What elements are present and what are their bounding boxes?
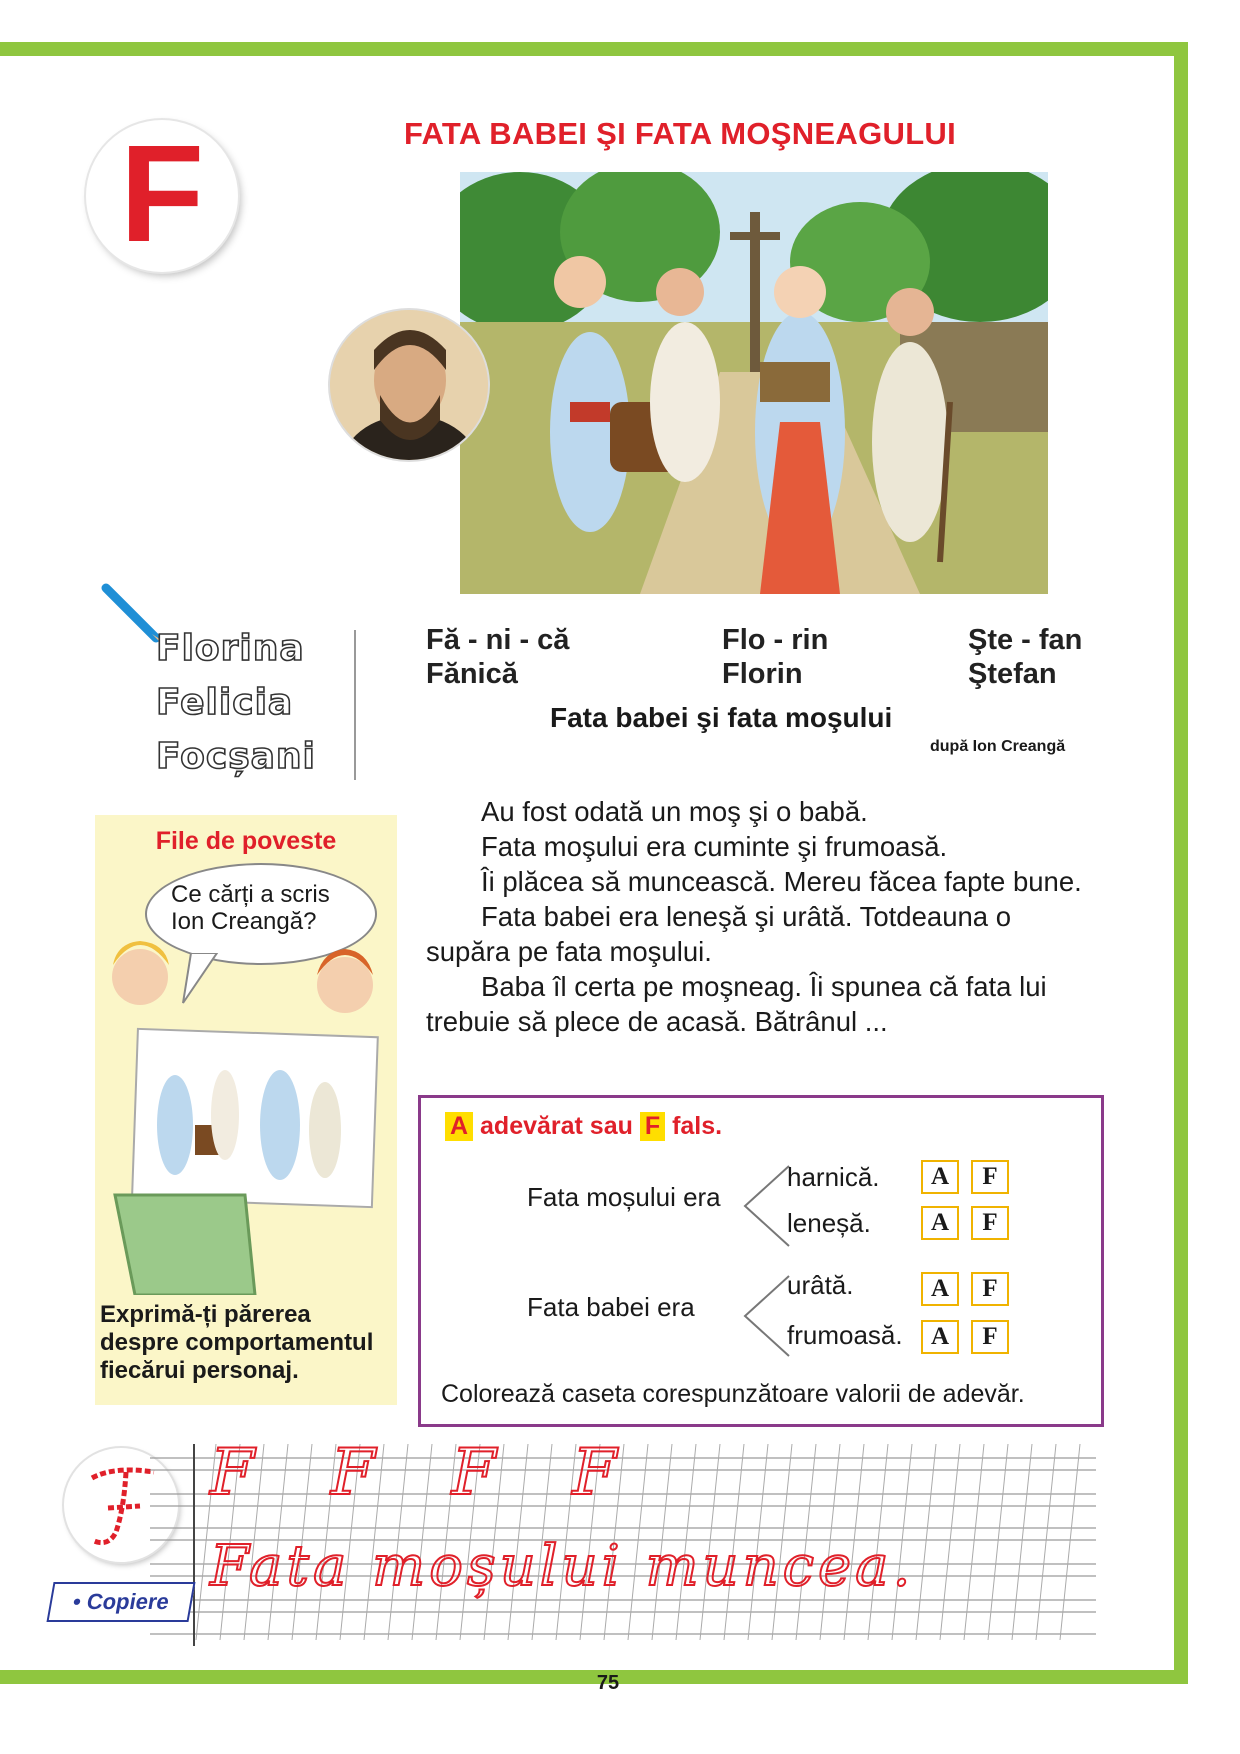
syllable-word-2: Florin <box>722 658 803 690</box>
syllable-word-3: Ştefan <box>968 658 1057 690</box>
note-line-3: fiecărui personaj. <box>100 1357 299 1384</box>
divider <box>354 630 356 780</box>
page-frame-top <box>0 42 1188 56</box>
question-1-option-2: leneșă. <box>787 1208 871 1238</box>
story-paragraph: Îi plăcea să muncească. Mereu făcea fapte bune. <box>481 866 1082 897</box>
question-1-bracket <box>741 1164 791 1248</box>
quiz-footer: Colorează caseta corespunzătoare valorii de adevăr. <box>441 1380 1025 1408</box>
question-1-option-1: harnică. <box>787 1162 880 1192</box>
answer-box-a[interactable]: A <box>921 1160 959 1194</box>
false-badge: F <box>640 1112 665 1141</box>
answer-box-f[interactable]: F <box>971 1320 1009 1354</box>
note-line-1: Exprimă-ți părerea <box>100 1301 311 1328</box>
true-label: adevărat sau <box>480 1112 633 1140</box>
story-title: Fata babei şi fata moşului <box>550 702 893 733</box>
page-frame-right <box>1174 42 1188 1684</box>
copy-row-2: Fata moșului muncea. <box>210 1534 915 1599</box>
answer-box-a[interactable]: A <box>921 1206 959 1240</box>
page-number: 75 <box>596 1672 620 1694</box>
sidebar-title: File de poveste <box>155 827 337 855</box>
story-paragraph: Au fost odată un moş şi o babă. <box>481 796 868 827</box>
question-2-option-1: urâtă. <box>787 1270 854 1300</box>
bubble-line-1: Ce cărți a scris <box>171 881 330 908</box>
answer-box-f[interactable]: F <box>971 1206 1009 1240</box>
sidebar-story-box <box>95 815 397 1405</box>
quiz-instruction <box>445 1112 722 1141</box>
story-text <box>426 794 1096 1039</box>
story-paragraph: Baba îl certa pe moşneag. Îi spunea că fata lui trebuie să plece de acasă. Bătrânul ... <box>426 971 1047 1037</box>
question-2-option-2: frumoasă. <box>787 1320 903 1350</box>
story-author: după Ion Creangă <box>930 738 1066 755</box>
answer-box-a[interactable]: A <box>921 1320 959 1354</box>
practice-word-3: Focșani <box>156 736 316 777</box>
copy-row-1: F F F F <box>210 1436 645 1510</box>
bubble-line-2: Ion Creangă? <box>171 908 317 935</box>
practice-word-1: Florina <box>156 628 305 669</box>
page-title: FATA BABEI ŞI FATA MOŞNEAGULUI <box>403 116 957 151</box>
syllable-split-1: Fă - ni - că <box>426 624 570 656</box>
children-with-book-illustration <box>105 925 395 1295</box>
question-1-stem: Fata moșului era <box>527 1182 721 1212</box>
answer-box-a[interactable]: A <box>921 1272 959 1306</box>
letter-badge-text: F <box>119 117 205 271</box>
note-line-2: despre comportamentul <box>100 1329 374 1356</box>
question-2-stem: Fata babei era <box>527 1292 695 1322</box>
practice-word-2: Felicia <box>156 682 294 723</box>
sidebar-note <box>100 1301 373 1385</box>
copy-tag: • Copiere <box>46 1582 195 1622</box>
syllable-split-2: Flo - rin <box>722 624 829 656</box>
story-paragraph: Fata babei era leneşă şi urâtă. Totdeauna o supăra pe fata moşului. <box>426 901 1012 967</box>
author-portrait <box>330 310 488 460</box>
question-2-bracket <box>741 1274 791 1358</box>
story-paragraph: Fata moşului era cuminte şi frumoasă. <box>481 831 948 862</box>
true-false-quiz <box>418 1095 1104 1427</box>
syllable-split-3: Şte - fan <box>968 624 1083 656</box>
letter-badge <box>86 117 238 272</box>
answer-box-f[interactable]: F <box>971 1160 1009 1194</box>
answer-box-f[interactable]: F <box>971 1272 1009 1306</box>
true-badge: A <box>445 1112 473 1141</box>
syllable-word-1: Fănică <box>426 658 518 690</box>
story-illustration <box>460 172 1048 594</box>
false-label: fals. <box>672 1112 723 1140</box>
